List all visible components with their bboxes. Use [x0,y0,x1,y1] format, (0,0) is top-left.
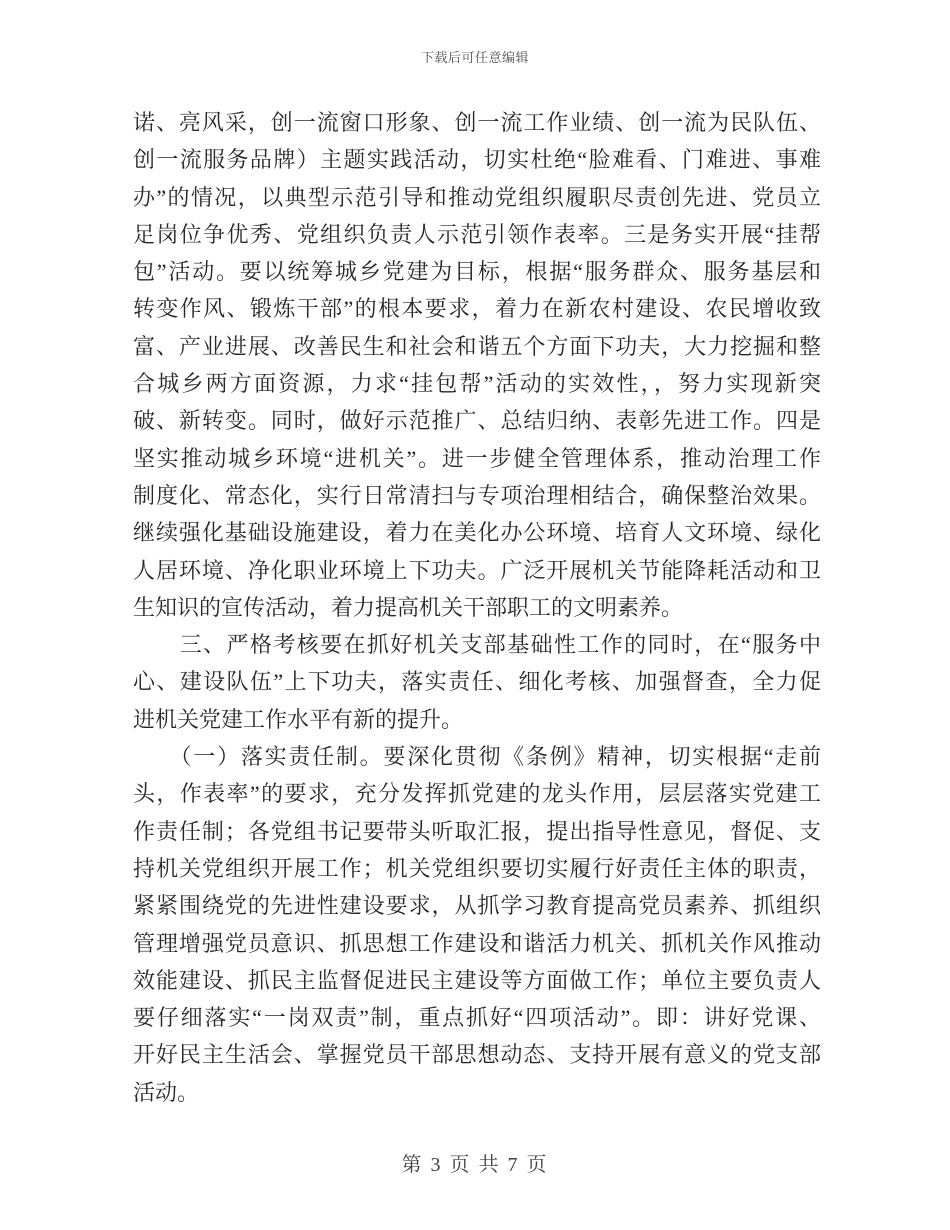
header-note: 下载后可任意编辑 [420,50,529,65]
text-line: 头，作表率”的要求，充分发挥抓党建的龙头作用，层层落实党建工 [133,781,821,807]
text-line: 破、新转变。同时，做好示范推广、总结归纳、表彰先进工作。四是 [133,408,821,434]
text-line: 合城乡两方面资源，力求“挂包帮”活动的实效性，，努力实现新突 [133,371,821,397]
text-line: 作责任制；各党组书记要带头听取汇报，提出指导性意见，督促、支 [133,818,821,844]
text-line: 紧紧围绕党的先进性建设要求，从抓学习教育提高党员素养、抓组织 [133,893,821,919]
text-line: 管理增强党员意识、抓思想工作建设和谐活力机关、抓机关作风推动 [133,930,821,956]
text-line: 创一流服务品牌）主题实践活动，切实杜绝“脸难看、门难进、事难 [133,147,821,173]
text-line: 心、建设队伍”上下功夫，落实责任、细化考核、加强督查，全力促 [133,669,821,695]
text-line: 开好民主生活会、掌握党员干部思想动态、支持开展有意义的党支部 [133,1042,821,1068]
text-line: 生知识的宣传活动，着力提高机关干部职工的文明素养。 [133,594,684,620]
text-line: 继续强化基础设施建设，着力在美化办公环境、培育人文环境、绿化 [133,520,821,546]
text-line: 诺、亮风采，创一流窗口形象、创一流工作业绩、创一流为民队伍、 [133,110,821,135]
text-line: 进机关党建工作水平有新的提升。 [133,706,464,732]
page-footer: 第 3 页 共 7 页 [401,1154,549,1176]
document-body [133,104,821,1111]
text-line: 坚实推动城乡环境“进机关”。进一步健全管理体系，推动治理工作 [133,445,821,471]
text-line: 人居环境、净化职业环境上下功夫。广泛开展机关节能降耗活动和卫 [133,557,821,583]
text-line: 制度化、常态化，实行日常清扫与专项治理相结合，确保整治效果。 [133,482,821,508]
text-line: 转变作风、锻炼干部”的根本要求，着力在新农村建设、农民增收致 [133,296,821,322]
text-line: 持机关党组织开展工作；机关党组织要切实履行好责任主体的职责， [133,855,821,881]
text-line: 足岗位争优秀、党组织负责人示范引领作表率。三是务实开展“挂帮 [133,221,821,247]
text-line: 包”活动。要以统筹城乡党建为目标，根据“服务群众、服务基层和 [133,259,821,285]
text-line: 效能建设、抓民主监督促进民主建设等方面做工作；单位主要负责人 [133,967,821,993]
text-line: 办”的情况，以典型示范引导和推动党组织履职尽责创先进、党员立 [133,184,821,210]
text-line: 活动。 [133,1079,200,1105]
text-line: 富、产业进展、改善民生和社会和谐五个方面下功夫，大力挖掘和整 [133,333,821,359]
text-line: 要仔细落实“一岗双责”制，重点抓好“四项活动”。即：讲好党课、 [133,1005,821,1031]
text-line: 三、严格考核要在抓好机关支部基础性工作的同时，在“服务中 [133,632,821,658]
text-line: （一）落实责任制。要深化贯彻《条例》精神，切实根据“走前 [133,744,821,770]
